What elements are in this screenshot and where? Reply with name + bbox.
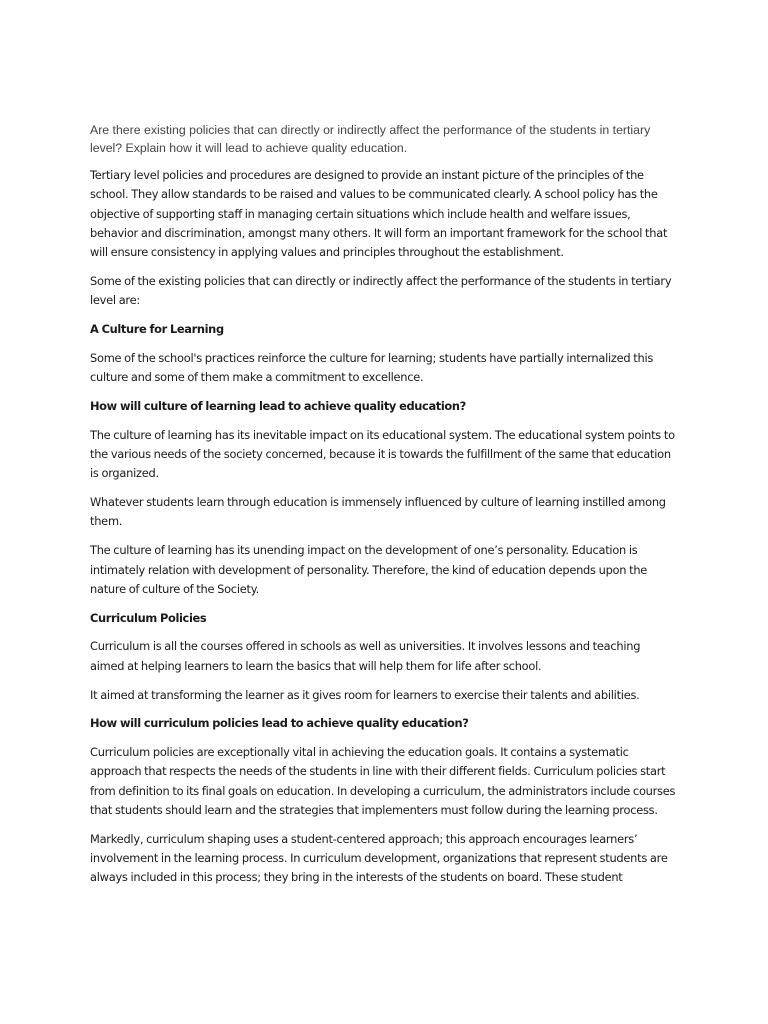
essay-question: Are there existing policies that can directly or indirectly affect the performance of the students in tertiary level? Explain how it will lead to achieve quality education. [90, 123, 651, 155]
curriculum-answer-1: Curriculum policies are exceptionally vital in achieving the education goals. It contains a systematic approach that respects the needs of the students in line with their different fields. Curriculum policies start from definition to its final goals on education. In developing a curriculum, the administrators include courses that students should learn and the strategies that implementers must follow during the learning process. [90, 745, 676, 818]
culture-heading: A Culture for Learning [90, 322, 224, 337]
intro-paragraph: Tertiary level policies and procedures are designed to provide an instant picture of the principles of the school. They allow standards to be raised and values to be communicated clearly. A school policy has the objective of supporting staff in managing certain situations which include health and welfare issues, behavior and discrimination, amongst many others. It will form an important framework for the school that will ensure consistency in applying values and principles throughout the establishment. [90, 168, 668, 260]
document-page [90, 121, 676, 897]
culture-paragraph: Some of the school's practices reinforce the culture for learning; students have partially internalized this culture and some of them make a commitment to excellence. [90, 350, 654, 385]
culture-answer-2: Whatever students learn through education is immensely influenced by culture of learning instilled among them. [90, 495, 666, 529]
curriculum-question: How will curriculum policies lead to achieve quality education? [90, 716, 469, 731]
lead-in-paragraph: Some of the existing policies that can directly or indirectly affect the performance of the students in tertiary level are: [90, 273, 672, 308]
culture-answer-1: The culture of learning has its inevitable impact on its educational system. The educational system points to the various needs of the society concerned, because it is towards the fulfillment of the same that education is organized. [90, 427, 675, 481]
culture-question: How will culture of learning lead to achieve quality education? [90, 398, 466, 413]
curriculum-heading: Curriculum Policies [90, 610, 207, 625]
curriculum-paragraph-1: Curriculum is all the courses offered in schools as well as universities. It involves lessons and teaching aimed at helping learners to learn the basics that will help them for life after school. [90, 639, 641, 673]
culture-answer-3: The culture of learning has its unending impact on the development of one’s personality. Education is intimately relation with development of personality. Therefore, the kind of education depends upon the nature of culture of the Society. [90, 543, 648, 596]
curriculum-paragraph-2: It aimed at transforming the learner as it gives room for learners to exercise their talents and abilities. [90, 687, 640, 702]
curriculum-answer-2: Markedly, curriculum shaping uses a student-centered approach; this approach encourages learners’ involvement in the learning process. In curriculum development, organizations that represent students are always included in this process; they bring in the interests of the students on board. These student [90, 831, 668, 885]
